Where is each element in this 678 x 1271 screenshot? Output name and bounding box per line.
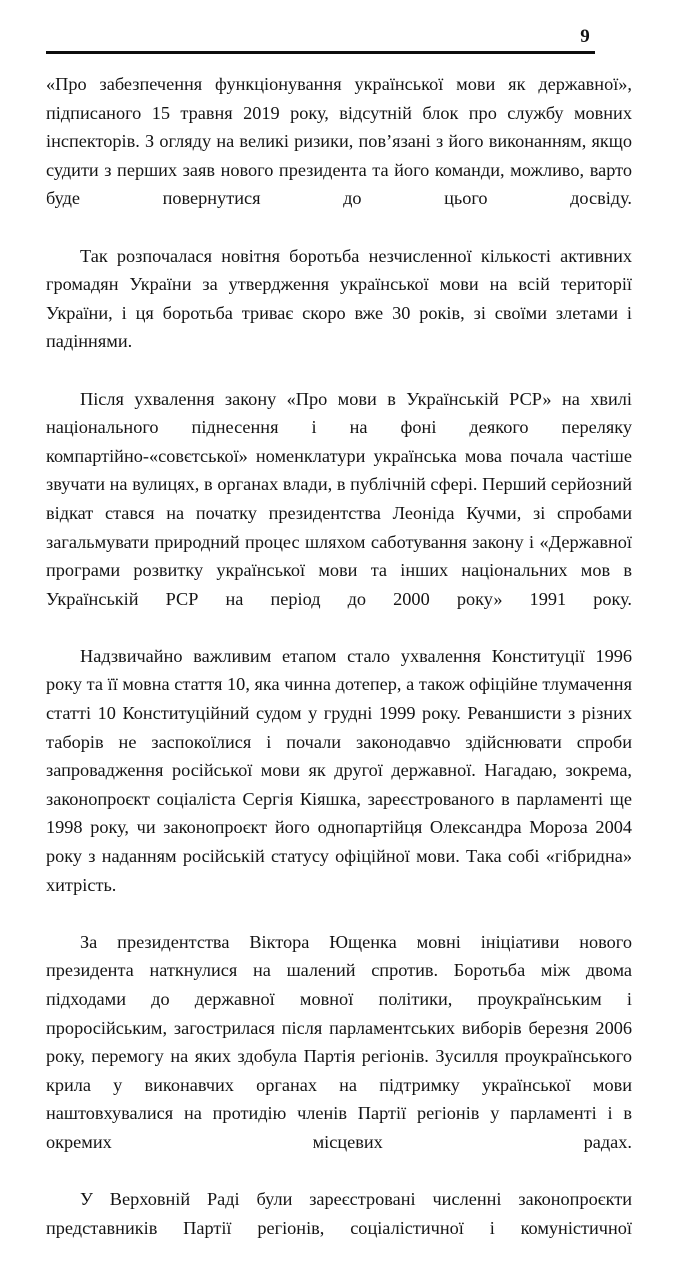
paragraph: «Про забезпечення функціонування української мови як державної», підписаного 15 травня 2019 року, відсутній блок про службу мовних інспекторів. З огляду на великі ризики, пов’язані з його виконанням, якщо судити з перших заяв нового президента та його команди, можливо, варто буде повернутися до цього досвіду. [46, 74, 632, 209]
page-header [46, 26, 595, 54]
paragraph: За президентства Віктора Ющенка мовні ініціативи нового президента наткнулися на шалений спротив. Боротьба між двома підходами до державної мовної політики, проукраїнським і проросійським, загострилася після парламентських виборів березня 2006 року, перемогу на яких здобула Партія регіонів. Зусилля проукраїнського крила у виконавчих органах на підтримку української мови наштовхувалися на протидію членів Партії регіонів у парламенті і в окремих місцевих радах. [46, 931, 632, 1152]
paragraph: Так розпочалася новітня боротьба незчисленної кількості активних громадян України за утвердження української мови на всій території України, і ця боротьба триває скоро вже 30 років, зі своїми злетами і падіннями. [46, 245, 632, 352]
paragraph: У Верховній Раді були зареєстровані численні законопроєкти представників Партії регіонів, соціалістичної і комуністичної [46, 1189, 632, 1238]
body-text-block [46, 70, 632, 1271]
page-number: 9 [580, 26, 590, 47]
paragraph: Після ухвалення закону «Про мови в Українській РСР» на хвилі національного піднесення і на фоні деякого переляку компартійно-«совєтської» номенклатури українська мова почала частіше звучати на вулицях, в органах влади, в публічній сфері. Перший серйозний відкат стався на початку президентства Леоніда Кучми, зі спробами загальмувати природний процес шляхом саботування закону і «Державної програми розвитку української мови та інших національних мов в Українській РСР на період до 2000 року» 1991 року. [46, 388, 632, 609]
header-rule [46, 51, 595, 54]
paragraph: Надзвичайно важливим етапом стало ухвалення Конституції 1996 року та її мовна стаття 10, яка чинна дотепер, а також офіційне тлумачення статті 10 Конституційний судом у грудні 1999 року. Реваншисти з різних таборів не заспокоїлися і почали законодавчо здійснювати спроби запровадження російської мови як другої державної. Нагадаю, зокрема, законопроєкт соціаліста Сергія Кіяшка, зареєстрованого в парламенті ще 1998 року, чи законопроєкт його однопартійця Олександра Мороза 2004 року з наданням російській статусу офіційної мови. Така собі «гібридна» хитрість. [46, 645, 632, 895]
